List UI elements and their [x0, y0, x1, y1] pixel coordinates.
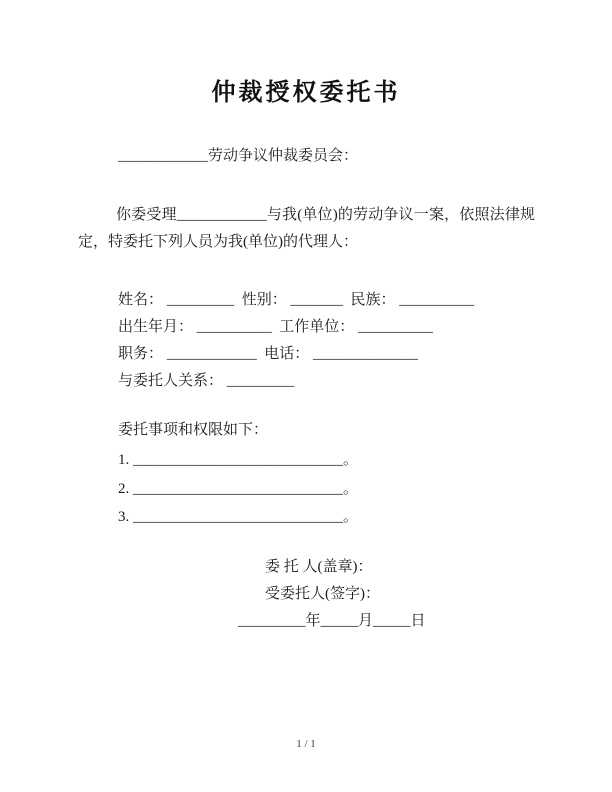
agent-birthdate-workunit-line: 出生年月： __________ 工作单位： __________: [118, 319, 434, 335]
page-number-indicator: 1 / 1: [296, 738, 316, 750]
authorization-items-block: [118, 446, 358, 532]
authorization-item-2: 2. ____________________________。: [118, 480, 359, 497]
authorization-item-1: 1. ____________________________。: [118, 452, 359, 468]
entrusted-agent-signature-line: 受委托人(签字)：: [265, 586, 380, 602]
intro-paragraph: 你委受理____________与我(单位)的劳动争议一案，依照法律规定，特委托下列人员为我(单位)的代理人：: [78, 207, 535, 250]
document-title: 仲裁授权委托书: [211, 80, 401, 106]
agent-position-phone-line: 职务： ____________ 电话： ______________: [118, 346, 419, 362]
date-line: _________年_____月_____日: [238, 613, 426, 629]
salutation-line: ____________劳动争议仲裁委员会：: [118, 148, 359, 164]
agent-info-block: [118, 287, 474, 395]
agent-name-gender-ethnicity-line: 姓名： _________ 性别： _______ 民族： __________: [118, 292, 475, 308]
principal-seal-line: 委 托 人(盖章)：: [265, 559, 373, 575]
authorization-heading: 委托事项和权限如下：: [118, 422, 269, 438]
agent-relationship-line: 与委托人关系： _________: [118, 373, 295, 389]
authorization-item-3: 3. ____________________________。: [118, 509, 359, 525]
